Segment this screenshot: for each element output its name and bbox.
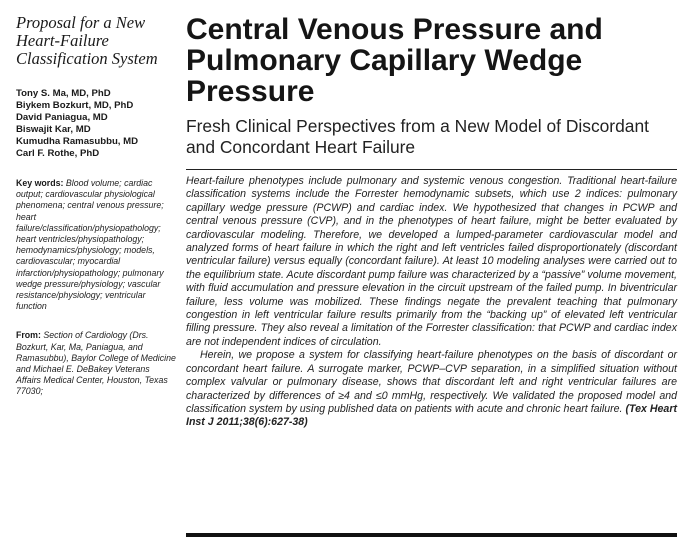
affiliation-text: Section of Cardiology (Drs. Bozkurt, Kar, Ma, Paniagua, and Ramasubbu), Baylor College of Medicine and Michael E. DeBakey Veterans Affairs Medical Center, Houston, Texas 77030; xyxy=(16,330,176,397)
author-name: Biykem Bozkurt, MD, PhD xyxy=(16,100,134,111)
abstract xyxy=(186,175,677,430)
bottom-divider xyxy=(186,533,677,537)
keywords-block xyxy=(16,178,176,312)
citation: (Tex Heart Inst J 2011;38(6):627-38) xyxy=(186,402,677,429)
affiliation-label: From: xyxy=(16,330,41,341)
title-divider xyxy=(186,169,677,170)
author-name: Tony S. Ma, MD, PhD xyxy=(16,88,111,99)
abstract-paragraph-text: Herein, we propose a system for classifying heart-failure phenotypes on the basis of discordant or concordant heart failure. A surrogate marker, PCWP–CVP separation, in a simplified situation without complex valvular or pulmonary disease, shows that discordant left and right ventricular failures are characterized by differences of ≥4 and ≤0 mmHg, respectively. We validated the proposed model and classification system by using published data on patients with acute and chronic heart failure. xyxy=(186,349,677,415)
article-subtitle: Fresh Clinical Perspectives from a New Model of Discordant and Concordant Heart Failure xyxy=(186,116,649,157)
abstract-paragraph xyxy=(186,349,677,429)
author-name: Kumudha Ramasubbu, MD xyxy=(16,136,139,147)
article-title: Central Venous Pressure and Pulmonary Capillary Wedge Pressure xyxy=(186,13,603,108)
section-label: Proposal for a New Heart-Failure Classification System xyxy=(16,13,158,68)
keywords-label: Key words: xyxy=(16,178,64,188)
author-name: Biswajit Kar, MD xyxy=(16,124,91,135)
left-column xyxy=(16,14,176,416)
main-column xyxy=(186,14,677,430)
keywords-text: Blood volume; cardiac output; cardiovascular physiological phenomena; central venous pressure; heart failure/classification/physiopathology; heart ventricles/physiopathology; hemodynamics/physiology; models, cardiovascular; myocardial infarction/physiopathology; pulmonary wedge pressure/physiology; vascular resistance/physiology; ventricular function xyxy=(16,178,164,312)
affiliation-block xyxy=(16,330,176,397)
author-name: David Paniagua, MD xyxy=(16,112,108,123)
author-name: Carl F. Rothe, PhD xyxy=(16,148,100,159)
abstract-paragraph: Heart-failure phenotypes include pulmonary and systemic venous congestion. Traditional heart-failure classification systems include the Forrester hemodynamic subsets, which use 2 indices: pulmonary capillary wedge pressure (PCWP) and cardiac index. We hypothesized that changes in PCWP and central venous pressure (CVP), and in the phenotypes of heart failure, might be better evaluated by cardiovascular modeling. Therefore, we developed a lumped-parameter cardiovascular model and analyzed forms of heart failure in which the right and left ventricles failed disproportionately (discordant ventricular failure) versus equally (concordant failure). At least 10 modeling analyses were carried out to the equilibrium state. Acute discordant pump failure was characterized by a “passive” volume movement, with fluid accumulation and pressure elevation in the circuit upstream of the failed pump. In biventricular failure, less volume was mobilized. These findings negate the prevalent teaching that pulmonary congestion in left ventricular failure results primarily from the “backing up” of elevated left ventricular filling pressure. They also reveal a limitation of the Forrester classification: that PCWP and cardiac index are not independent indices of circulation. xyxy=(186,175,677,348)
author-list xyxy=(16,88,176,160)
